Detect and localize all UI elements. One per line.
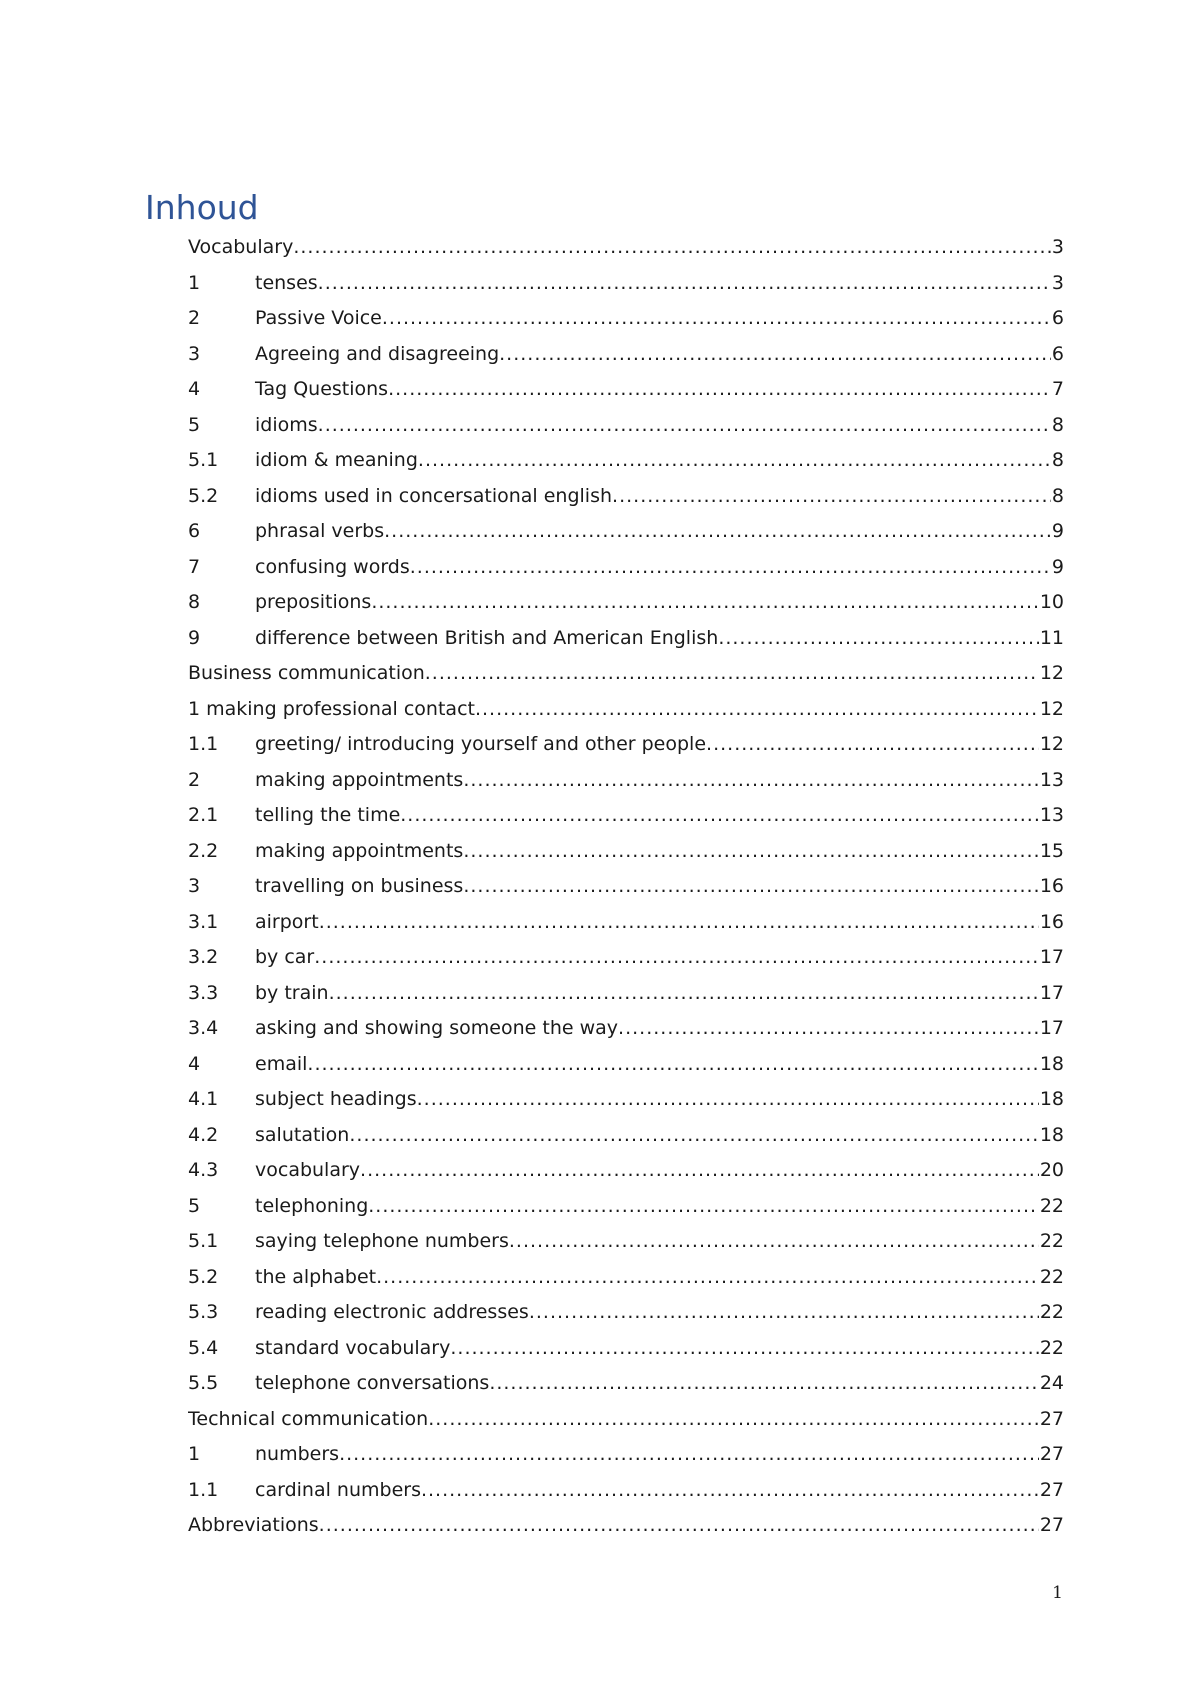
toc-entry[interactable] bbox=[188, 692, 1064, 728]
toc-entry[interactable] bbox=[188, 1437, 1064, 1473]
toc-entry-number: 5.5 bbox=[188, 1372, 219, 1394]
toc-entry[interactable] bbox=[188, 479, 1064, 515]
toc-entry-text: telling the time bbox=[255, 804, 401, 826]
toc-entry-text: idiom & meaning bbox=[255, 449, 418, 471]
toc-entry[interactable] bbox=[188, 585, 1064, 621]
toc-dot-leader bbox=[489, 1366, 1039, 1402]
toc-entry-text: Technical communication bbox=[188, 1407, 429, 1430]
toc-dot-leader bbox=[368, 1189, 1039, 1225]
toc-entry-text: 1 making professional contact bbox=[188, 697, 475, 720]
toc-entry-text: making appointments bbox=[255, 839, 464, 862]
toc-entry-page: 8 bbox=[1051, 484, 1064, 507]
page-number: 1 bbox=[1052, 1583, 1063, 1603]
toc-entry-page: 8 bbox=[1051, 413, 1064, 436]
toc-entry-number: 1.1 bbox=[188, 733, 219, 755]
toc-dot-leader bbox=[421, 1473, 1039, 1509]
toc-dot-leader bbox=[417, 1082, 1039, 1118]
toc-entry[interactable] bbox=[188, 976, 1064, 1012]
toc-entry-page: 16 bbox=[1039, 910, 1064, 933]
toc-entry[interactable] bbox=[188, 514, 1064, 550]
toc-entry-number: 5 bbox=[188, 1194, 201, 1217]
toc-entry-text: vocabulary bbox=[255, 1159, 361, 1181]
toc-entry-page: 3 bbox=[1051, 271, 1064, 294]
toc-dot-leader bbox=[718, 621, 1039, 657]
toc-entry-number: 5 bbox=[188, 413, 201, 436]
toc-dot-leader bbox=[388, 372, 1051, 408]
toc-entry-page: 17 bbox=[1039, 946, 1064, 968]
toc-entry-number: 3 bbox=[188, 875, 201, 897]
toc-entry-number: 4.1 bbox=[188, 1088, 219, 1110]
toc-entry[interactable] bbox=[188, 266, 1064, 302]
toc-entry-number: 1 bbox=[188, 271, 201, 294]
toc-entry[interactable] bbox=[188, 301, 1064, 337]
toc-entry[interactable] bbox=[188, 1366, 1064, 1402]
toc-entry-page: 27 bbox=[1039, 1443, 1064, 1465]
toc-entry-text: saying telephone numbers bbox=[255, 1230, 509, 1252]
toc-entry-number: 7 bbox=[188, 555, 201, 578]
toc-entry-text: Abbreviations bbox=[188, 1514, 319, 1536]
toc-dot-leader bbox=[382, 301, 1051, 337]
toc-entry[interactable] bbox=[188, 1189, 1064, 1225]
toc-dot-leader bbox=[360, 1153, 1039, 1189]
toc-entry-page: 27 bbox=[1039, 1514, 1064, 1536]
toc-entry-page: 8 bbox=[1051, 449, 1064, 471]
toc-entry-text: confusing words bbox=[255, 555, 410, 578]
toc-dot-leader bbox=[618, 1011, 1039, 1047]
toc-entry-text: greeting/ introducing yourself and other people bbox=[255, 733, 707, 755]
toc-entry-page: 10 bbox=[1039, 591, 1064, 613]
toc-dot-leader bbox=[450, 1331, 1038, 1367]
toc-entry-page: 6 bbox=[1051, 342, 1064, 365]
toc-dot-leader bbox=[384, 514, 1051, 550]
toc-entry-text: phrasal verbs bbox=[255, 520, 385, 542]
toc-entry[interactable] bbox=[188, 408, 1064, 444]
toc-entry-number: 9 bbox=[188, 626, 201, 649]
toc-entry-number: 2 bbox=[188, 768, 201, 791]
toc-entry-text: cardinal numbers bbox=[255, 1478, 421, 1501]
toc-entry[interactable] bbox=[188, 1047, 1064, 1083]
toc-entry[interactable] bbox=[188, 1011, 1064, 1047]
toc-entry-text: airport bbox=[255, 910, 319, 933]
toc-entry-page: 9 bbox=[1051, 520, 1064, 542]
toc-dot-leader bbox=[499, 337, 1051, 373]
toc-entry-number: 5.2 bbox=[188, 1265, 219, 1288]
toc-entry[interactable] bbox=[188, 1118, 1064, 1154]
toc-entry-page: 12 bbox=[1039, 662, 1064, 684]
toc-dot-leader bbox=[509, 1224, 1039, 1260]
toc-list bbox=[188, 230, 1064, 1544]
toc-entry[interactable] bbox=[188, 1331, 1064, 1367]
toc-entry-text: Business communication bbox=[188, 662, 425, 684]
toc-dot-leader bbox=[410, 550, 1051, 586]
toc-entry-page: 27 bbox=[1039, 1478, 1064, 1501]
toc-entry-text: the alphabet bbox=[255, 1265, 377, 1288]
toc-entry[interactable] bbox=[188, 940, 1064, 976]
toc-dot-leader bbox=[400, 798, 1039, 834]
toc-entry-number: 3.2 bbox=[188, 946, 219, 968]
toc-dot-leader bbox=[307, 1047, 1038, 1083]
toc-dot-leader bbox=[529, 1295, 1039, 1331]
toc-entry[interactable] bbox=[188, 1473, 1064, 1509]
toc-dot-leader bbox=[349, 1118, 1038, 1154]
toc-entry-number: 2.1 bbox=[188, 804, 219, 826]
toc-entry-page: 22 bbox=[1039, 1230, 1064, 1252]
toc-dot-leader bbox=[319, 1508, 1039, 1544]
toc-dot-leader bbox=[314, 940, 1039, 976]
toc-entry-page: 7 bbox=[1051, 378, 1064, 400]
toc-entry[interactable] bbox=[188, 905, 1064, 941]
toc-dot-leader bbox=[339, 1437, 1039, 1473]
toc-entry[interactable] bbox=[188, 869, 1064, 905]
toc-dot-leader bbox=[371, 585, 1039, 621]
toc-entry-text: travelling on business bbox=[255, 875, 464, 897]
toc-dot-leader bbox=[475, 692, 1039, 728]
toc-entry-text: telephoning bbox=[255, 1194, 369, 1217]
toc-entry-text: standard vocabulary bbox=[255, 1336, 451, 1359]
toc-entry[interactable] bbox=[188, 834, 1064, 870]
toc-entry-number: 5.1 bbox=[188, 1230, 219, 1252]
toc-entry-number: 2.2 bbox=[188, 839, 219, 862]
toc-dot-leader bbox=[428, 1402, 1039, 1438]
toc-entry-text: Agreeing and disagreeing bbox=[255, 342, 500, 365]
toc-entry[interactable] bbox=[188, 798, 1064, 834]
toc-entry[interactable] bbox=[188, 727, 1064, 763]
toc-entry[interactable] bbox=[188, 337, 1064, 373]
toc-entry[interactable] bbox=[188, 1295, 1064, 1331]
toc-entry[interactable] bbox=[188, 1508, 1064, 1544]
toc-entry-text: reading electronic addresses bbox=[255, 1301, 529, 1323]
toc-entry-number: 4 bbox=[188, 1052, 201, 1075]
toc-entry-page: 11 bbox=[1039, 626, 1064, 649]
toc-entry-number: 4 bbox=[188, 378, 201, 400]
toc-entry-page: 12 bbox=[1039, 697, 1064, 720]
toc-dot-leader bbox=[612, 479, 1051, 515]
toc-entry-text: idioms bbox=[255, 413, 318, 436]
toc-entry-text: email bbox=[255, 1052, 308, 1075]
toc-entry-text: asking and showing someone the way bbox=[255, 1017, 619, 1039]
toc-entry-page: 20 bbox=[1039, 1159, 1064, 1181]
toc-entry-page: 22 bbox=[1039, 1265, 1064, 1288]
toc-entry[interactable] bbox=[188, 1402, 1064, 1438]
toc-dot-leader bbox=[463, 869, 1038, 905]
toc-entry[interactable] bbox=[188, 443, 1064, 479]
toc-entry-number: 3 bbox=[188, 342, 201, 365]
toc-entry[interactable] bbox=[188, 1260, 1064, 1296]
toc-entry[interactable] bbox=[188, 550, 1064, 586]
toc-dot-leader bbox=[463, 834, 1038, 870]
toc-entry-number: 4.2 bbox=[188, 1123, 219, 1146]
toc-entry-number: 6 bbox=[188, 520, 201, 542]
toc-entry-page: 22 bbox=[1039, 1194, 1064, 1217]
toc-entry-page: 24 bbox=[1039, 1372, 1064, 1394]
toc-dot-leader bbox=[318, 408, 1051, 444]
toc-entry-text: Tag Questions bbox=[255, 378, 389, 400]
toc-dot-leader bbox=[425, 656, 1039, 692]
toc-entry[interactable] bbox=[188, 1082, 1064, 1118]
toc-entry-page: 13 bbox=[1039, 804, 1064, 826]
toc-entry-page: 6 bbox=[1051, 307, 1064, 329]
toc-entry-page: 22 bbox=[1039, 1336, 1064, 1359]
toc-entry-page: 17 bbox=[1039, 1017, 1064, 1039]
toc-entry-text: subject headings bbox=[255, 1088, 417, 1110]
toc-entry-number: 5.3 bbox=[188, 1301, 219, 1323]
toc-entry[interactable] bbox=[188, 1153, 1064, 1189]
toc-entry-number: 3.4 bbox=[188, 1017, 219, 1039]
toc-entry[interactable] bbox=[188, 230, 1064, 266]
toc-entry-number: 5.2 bbox=[188, 484, 219, 507]
toc-dot-leader bbox=[463, 763, 1038, 799]
toc-entry-page: 9 bbox=[1051, 555, 1064, 578]
toc-entry-number: 1.1 bbox=[188, 1478, 219, 1501]
toc-entry[interactable] bbox=[188, 372, 1064, 408]
toc-entry-number: 3.3 bbox=[188, 981, 219, 1004]
toc-entry-page: 22 bbox=[1039, 1301, 1064, 1323]
toc-entry-text: salutation bbox=[255, 1123, 350, 1146]
toc-dot-leader bbox=[293, 230, 1051, 266]
toc-entry-number: 1 bbox=[188, 1443, 201, 1465]
toc-dot-leader bbox=[318, 266, 1051, 302]
toc-dot-leader bbox=[706, 727, 1039, 763]
toc-entry-number: 2 bbox=[188, 307, 201, 329]
toc-dot-leader bbox=[418, 443, 1051, 479]
toc-entry-text: by car bbox=[255, 946, 315, 968]
toc-entry-page: 27 bbox=[1039, 1407, 1064, 1430]
toc-entry-page: 13 bbox=[1039, 768, 1064, 791]
toc-entry-text: difference between British and American English bbox=[255, 626, 719, 649]
toc-entry-text: tenses bbox=[255, 271, 318, 294]
toc-entry-text: Vocabulary bbox=[188, 236, 294, 258]
toc-entry[interactable] bbox=[188, 1224, 1064, 1260]
toc-entry-page: 17 bbox=[1039, 981, 1064, 1004]
toc-dot-leader bbox=[329, 976, 1039, 1012]
toc-entry-text: idioms used in concersational english bbox=[255, 484, 613, 507]
toc-entry[interactable] bbox=[188, 763, 1064, 799]
toc-entry-number: 3.1 bbox=[188, 910, 219, 933]
toc-entry-text: making appointments bbox=[255, 768, 464, 791]
toc-entry-number: 5.1 bbox=[188, 449, 219, 471]
toc-entry[interactable] bbox=[188, 656, 1064, 692]
toc-entry-number: 4.3 bbox=[188, 1159, 219, 1181]
toc-entry-number: 8 bbox=[188, 591, 201, 613]
toc-dot-leader bbox=[319, 905, 1039, 941]
toc-entry-page: 15 bbox=[1039, 839, 1064, 862]
toc-entry[interactable] bbox=[188, 621, 1064, 657]
toc-entry-text: by train bbox=[255, 981, 329, 1004]
toc-entry-page: 18 bbox=[1039, 1123, 1064, 1146]
toc-entry-text: prepositions bbox=[255, 591, 372, 613]
toc-entry-text: Passive Voice bbox=[255, 307, 382, 329]
toc-entry-page: 12 bbox=[1039, 733, 1064, 755]
toc-entry-page: 16 bbox=[1039, 875, 1064, 897]
toc-entry-number: 5.4 bbox=[188, 1336, 219, 1359]
toc-dot-leader bbox=[376, 1260, 1039, 1296]
toc-entry-page: 18 bbox=[1039, 1052, 1064, 1075]
toc-title: Inhoud bbox=[145, 188, 259, 227]
toc-entry-text: telephone conversations bbox=[255, 1372, 490, 1394]
toc-entry-page: 3 bbox=[1051, 236, 1064, 258]
toc-entry-text: numbers bbox=[255, 1443, 340, 1465]
toc-entry-page: 18 bbox=[1039, 1088, 1064, 1110]
